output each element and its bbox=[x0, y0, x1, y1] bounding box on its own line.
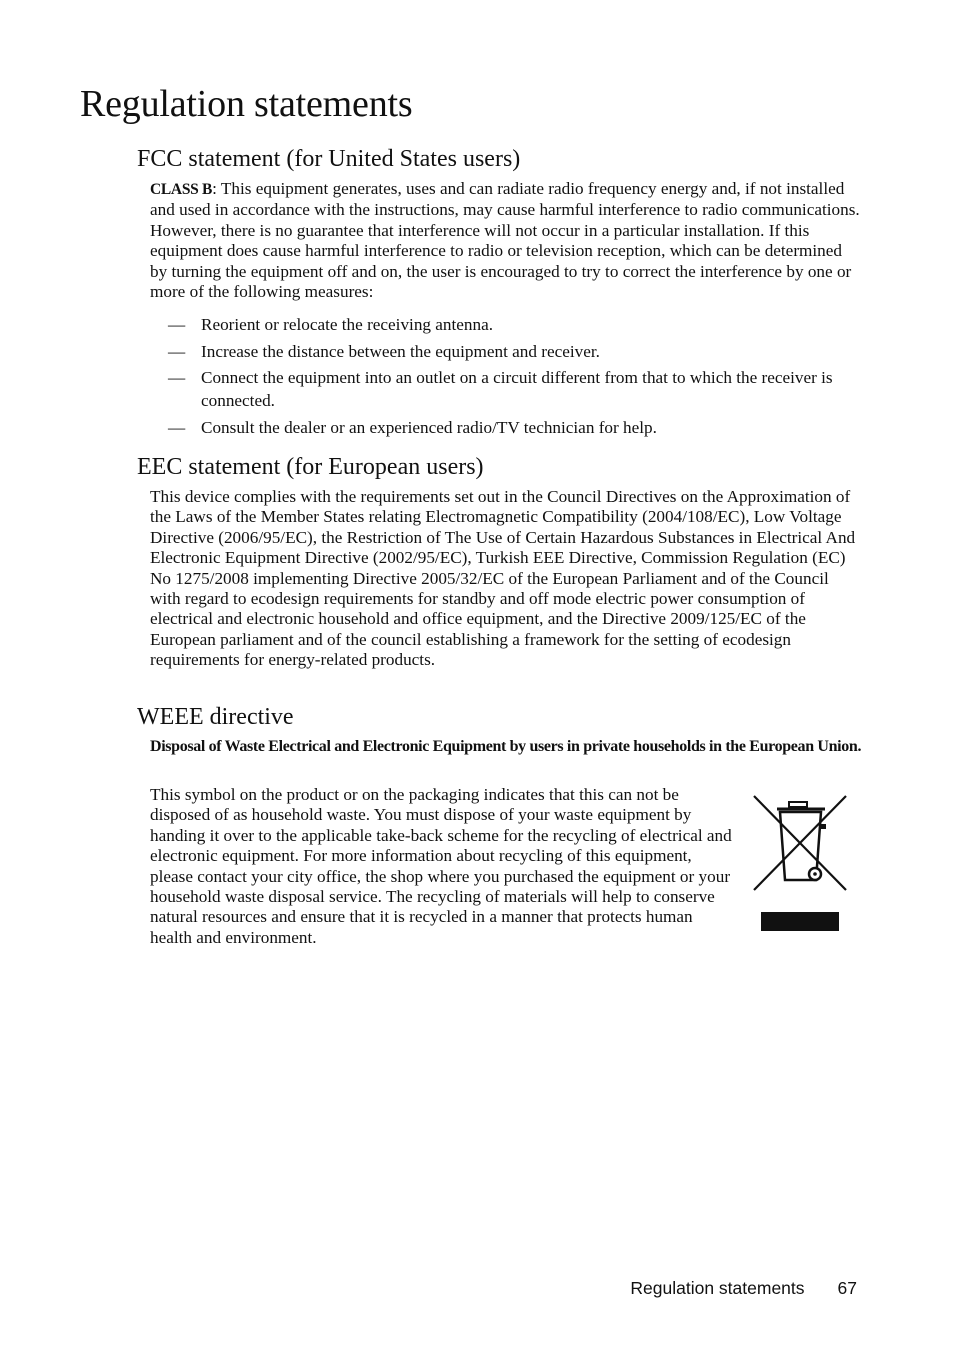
weee-heading: WEEE directive bbox=[137, 704, 294, 730]
eec-heading: EEC statement (for European users) bbox=[137, 454, 484, 480]
fcc-paragraph bbox=[150, 179, 862, 302]
page-footer bbox=[560, 1277, 857, 1299]
eec-paragraph: This device complies with the requirements set out in the Council Directives on the Approximation of the Laws of the Member States relating Electromagnetic Compatibility (2004/108/EC), Low Voltage Directive (2006/95/EC), the Restriction of The Use of Certain Hazardous Substances in Electrical And Electronic Equipment Directive (2002/95/EC), Turkish EEE Directive, Commission Regulation (EC) No 1275/2008 implementing Directive 2005/32/EC of the European Parliament and of the Council with regard to ecodesign requirements for standby and off mode electric power consumption of electrical and electronic household and office equipment, and the Directive 2009/125/EC of the European parliament and of the council establishing a framework for the setting of ecodesign requirements for energy-related products. bbox=[150, 487, 856, 670]
dash-marker: — bbox=[168, 341, 186, 361]
list-item-text: Reorient or relocate the receiving antenna. bbox=[201, 315, 494, 334]
list-item-text: Connect the equipment into an outlet on a circuit different from that to which the receiver is connected. bbox=[201, 368, 833, 410]
footer-section-title: Regulation statements bbox=[630, 1278, 805, 1298]
list-item-text: Consult the dealer or an experienced radio/TV technician for help. bbox=[201, 417, 657, 437]
page-title: Regulation statements bbox=[80, 83, 413, 125]
class-b-label: CLASS B bbox=[150, 181, 213, 198]
dash-marker: — bbox=[168, 417, 186, 437]
class-b-separator: : bbox=[212, 179, 217, 198]
dash-marker: — bbox=[168, 368, 186, 387]
list-item bbox=[168, 313, 868, 336]
weee-paragraph: This symbol on the product or on the packaging indicates that this can not be disposed of as household waste. You must dispose of your waste equipment by handing it over to the applicable take-back scheme for the recycling of electrical and electronic equipment. For more information about recycling of this equipment, please contact your city office, the shop where you purchased the equipment or your household waste disposal service. The recycling of materials will help to conserve natural resources and ensure that it is recycled in a manner that protects human health and environment. bbox=[150, 785, 732, 947]
fcc-measures-list bbox=[168, 313, 868, 442]
weee-subheading: Disposal of Waste Electrical and Electronic Equipment by users in private households in the European Union. bbox=[150, 738, 862, 755]
fcc-body-text: This equipment generates, uses and can radiate radio frequency energy and, if not installed and used in accordance with the instructions, may cause harmful interference to radio communications. However, there is no guarantee that interference will not occur in a particular installation. If this equipment does cause harmful interference to radio or television reception, which can be determined by turning the equipment off and on, the user is encouraged to try to correct the interference by one or more of the following measures: bbox=[150, 179, 860, 302]
fcc-heading: FCC statement (for United States users) bbox=[137, 146, 521, 172]
dash-marker: — bbox=[168, 315, 186, 334]
list-item-text: Increase the distance between the equipment and receiver. bbox=[201, 341, 600, 361]
page-number: 67 bbox=[837, 1278, 857, 1298]
list-item bbox=[168, 366, 868, 412]
list-item bbox=[168, 416, 868, 439]
crossed-out-wheelie-bin-icon bbox=[752, 794, 848, 934]
list-item bbox=[168, 340, 868, 363]
